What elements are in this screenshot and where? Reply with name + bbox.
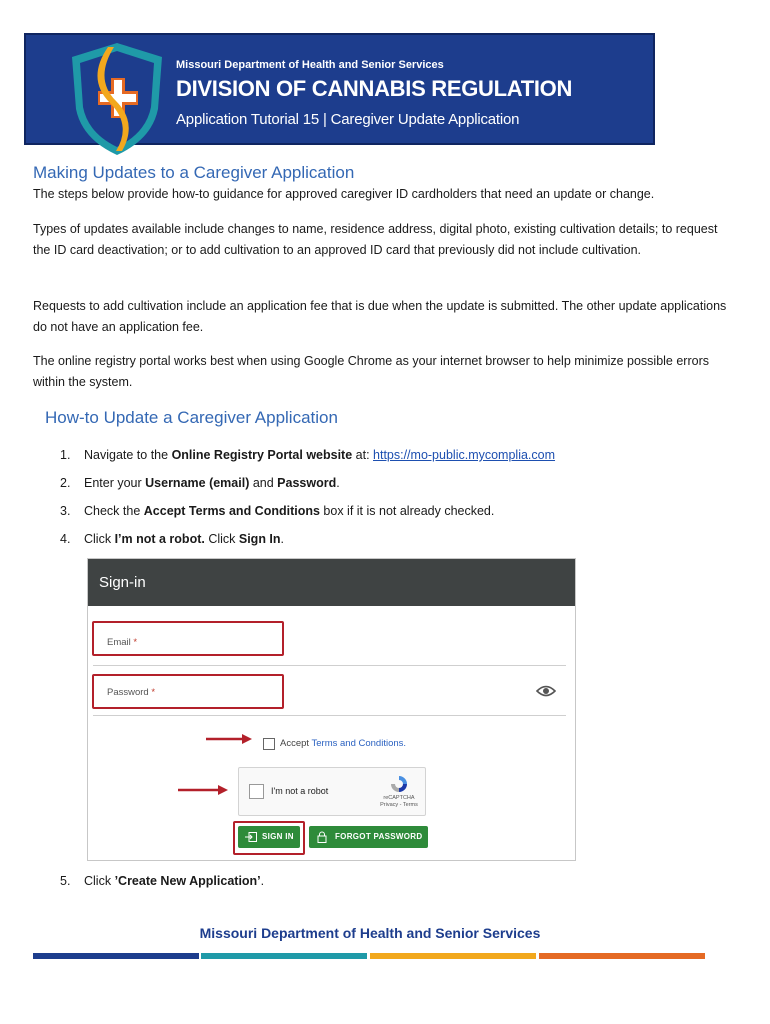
division-title: DIVISION OF CANNABIS REGULATION	[176, 76, 573, 101]
howto-heading: How-to Update a Caregiver Application	[45, 408, 338, 427]
arrow-to-terms-icon	[206, 733, 252, 745]
signin-panel	[87, 558, 576, 861]
header-banner	[24, 33, 655, 145]
sign-in-highlight	[233, 821, 305, 855]
step-1: 1. Navigate to the Online Registry Portal website at: https://mo-public.mycomplia.com	[60, 448, 556, 462]
footer-bar-teal	[201, 953, 367, 959]
accept-terms-label: Accept Terms and Conditions.	[280, 738, 407, 749]
step-3: 3. Check the Accept Terms and Conditions box if it is not already checked.	[60, 504, 495, 518]
signin-title: Sign-in	[88, 559, 575, 606]
registry-portal-link[interactable]: https://mo-public.mycomplia.com	[373, 448, 556, 462]
intro-paragraph-3: Requests to add cultivation include an application fee that is due when the update is submitted. The other update applications do not have an application fee.	[33, 299, 727, 334]
step-4: 4. Click I’m not a robot. Click Sign In.	[60, 532, 285, 546]
org-name: Missouri Department of Health and Senior Services	[176, 59, 444, 71]
recaptcha-widget: I'm not a robot reCAPTCHA Privacy - Terms	[238, 767, 426, 816]
accept-terms-checkbox[interactable]	[263, 738, 275, 750]
footer-bar-orange	[539, 953, 705, 959]
password-highlight	[92, 674, 284, 709]
arrow-to-captcha-icon	[178, 784, 228, 796]
password-field[interactable]: Password *	[93, 673, 566, 716]
email-field[interactable]: Email *	[93, 623, 566, 666]
tutorial-subtitle: Application Tutorial 15 | Caregiver Update Application	[176, 111, 520, 128]
footer-title: Missouri Department of Health and Senior Services	[199, 925, 541, 941]
recaptcha-logo-icon	[389, 774, 409, 794]
show-password-eye-icon[interactable]	[536, 684, 556, 698]
intro-paragraph-1: The steps below provide how-to guidance for approved caregiver ID cardholders that need an update or change.	[33, 187, 655, 201]
dhss-shield-logo	[62, 39, 172, 159]
email-highlight	[92, 621, 284, 656]
intro-paragraph-4: The online registry portal works best when using Google Chrome as your internet browser to help minimize possible errors within the system.	[33, 354, 710, 389]
not-a-robot-checkbox[interactable]	[249, 784, 264, 799]
step-5: 5. Click ’Create New Application’.	[60, 874, 265, 888]
footer-bar-gold	[370, 953, 536, 959]
terms-link[interactable]: Terms and Conditions.	[311, 738, 407, 749]
lock-icon	[317, 831, 327, 843]
captcha-label: I'm not a robot	[271, 786, 329, 796]
intro-paragraph-2: Types of updates available include changes to name, residence address, digital photo, existing cultivation details; to request the ID card deactivation; or to add cultivation to an approved ID card that previously did not include cultivation.	[33, 222, 718, 257]
footer-bar-navy	[33, 953, 199, 959]
forgot-password-button[interactable]: FORGOT PASSWORD	[309, 826, 428, 848]
step-2: 2. Enter your Username (email) and Password.	[60, 476, 340, 490]
sign-in-button[interactable]: SIGN IN	[238, 826, 300, 848]
intro-heading: Making Updates to a Caregiver Application	[33, 163, 355, 182]
